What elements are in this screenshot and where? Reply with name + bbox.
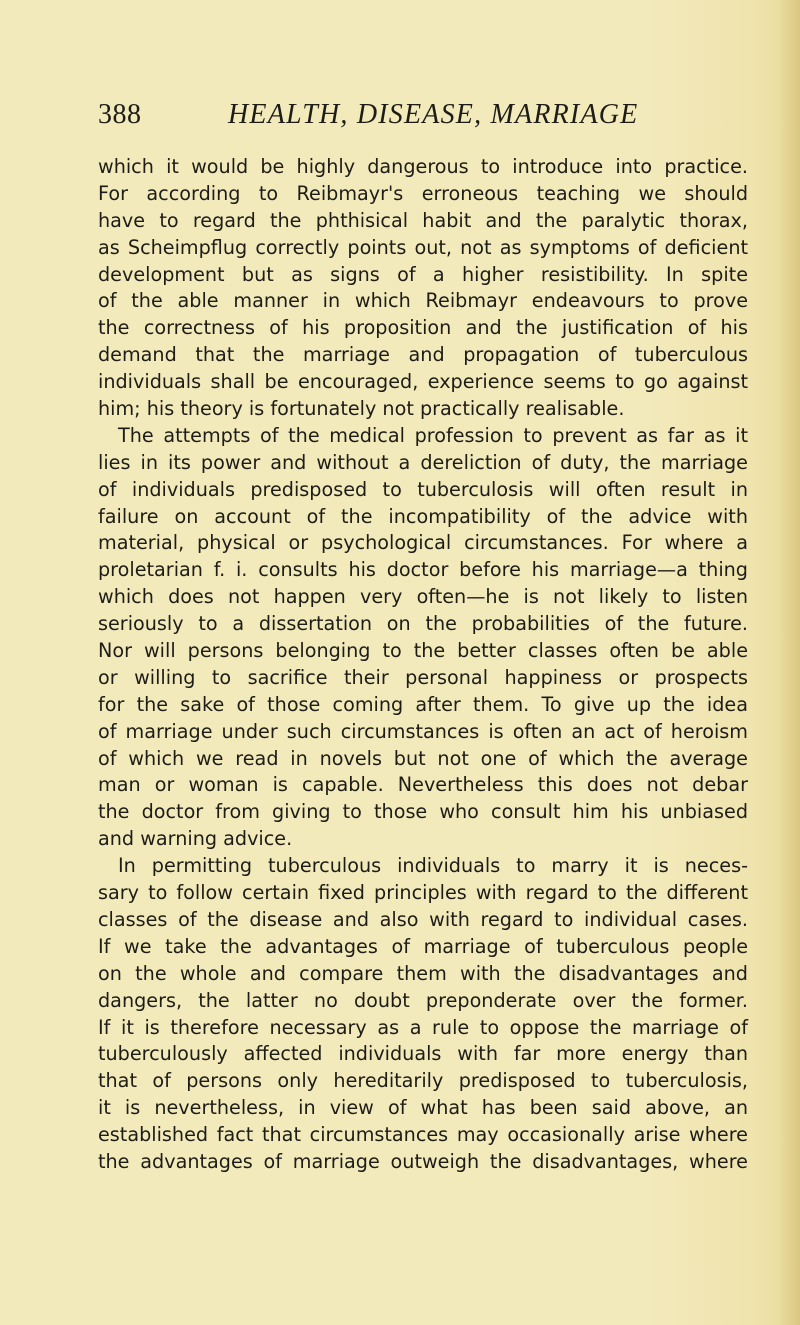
text-line: that of persons only hereditarily predisposed to tuberculosis, [98,1069,748,1093]
text-line: or willing to sacrifice their personal happiness or prospects [98,665,748,689]
text-line: classes of the disease and also with regard to individual cases. [98,907,748,931]
text-line: For according to Reibmayr's erroneous teaching we should [98,181,748,205]
text-line: of the able manner in which Reibmayr endeavours to prove [98,289,748,313]
text-line: material, physical or psychological circumstances. For where a [98,531,748,555]
body-text [98,154,748,1176]
text-line: development but as signs of a higher resistibility. In spite [98,262,748,286]
text-line: which it would be highly dangerous to introduce into practice. [98,155,748,178]
text-line: If it is therefore necessary as a rule to oppose the marriage of [98,1015,748,1039]
text-line: of marriage under such circumstances is often an act of heroism [98,719,748,743]
page-edge-shadow [778,0,800,1325]
text-line: as Scheimpflug correctly points out, not as symptoms of deficient [98,235,748,259]
text-line: man or woman is capable. Nevertheless this does not debar [98,773,748,797]
text-line: him; his theory is fortunately not practically realisable. [98,397,625,421]
text-line: have to regard the phthisical habit and the paralytic thorax, [98,208,748,232]
text-line: which does not happen very often—he is not likely to listen [98,585,748,609]
running-title: HEALTH, DISEASE, MARRIAGE [228,99,639,130]
text-line: of which we read in novels but not one of which the average [98,746,748,770]
text-line: lies in its power and without a dereliction of duty, the marriage [98,450,748,474]
page-number: 388 [98,99,142,130]
text-line: demand that the marriage and propagation of tuberculous [98,343,748,367]
text-line: sary to follow certain fixed principles with regard to the different [98,881,748,905]
paragraph-start-line: The attempts of the medical profession to prevent as far as it [118,423,748,447]
paragraph-start-line: In permitting tuberculous individuals to marry it is neces- [118,854,748,878]
text-line: established fact that circumstances may occasionally arise where [98,1123,748,1147]
text-line: it is nevertheless, in view of what has been said above, an [98,1096,748,1120]
text-line: for the sake of those coming after them. To give up the idea [98,692,748,716]
text-line: proletarian f. i. consults his doctor before his marriage—a thing [98,558,748,582]
text-line: tuberculously affected individuals with far more energy than [98,1042,748,1066]
text-line: seriously to a dissertation on the probabilities of the future. [98,612,748,636]
text-line: the advantages of marriage outweigh the disadvantages, where [98,1149,748,1173]
text-line: dangers, the latter no doubt preponderate over the former. [98,988,748,1012]
text-line: individuals shall be encouraged, experience seems to go against [98,370,748,394]
text-line: on the whole and compare them with the disadvantages and [98,961,748,985]
text-line: the doctor from giving to those who consult him his unbiased [98,800,748,824]
text-line: failure on account of the incompatibility of the advice with [98,504,748,528]
text-line: If we take the advantages of marriage of tuberculous people [98,934,748,958]
text-line: of individuals predisposed to tuberculosis will often result in [98,477,748,501]
text-line: and warning advice. [98,827,293,851]
running-head [98,99,738,139]
text-line: the correctness of his proposition and the justification of his [98,316,748,340]
text-line: Nor will persons belonging to the better classes often be able [98,639,748,663]
